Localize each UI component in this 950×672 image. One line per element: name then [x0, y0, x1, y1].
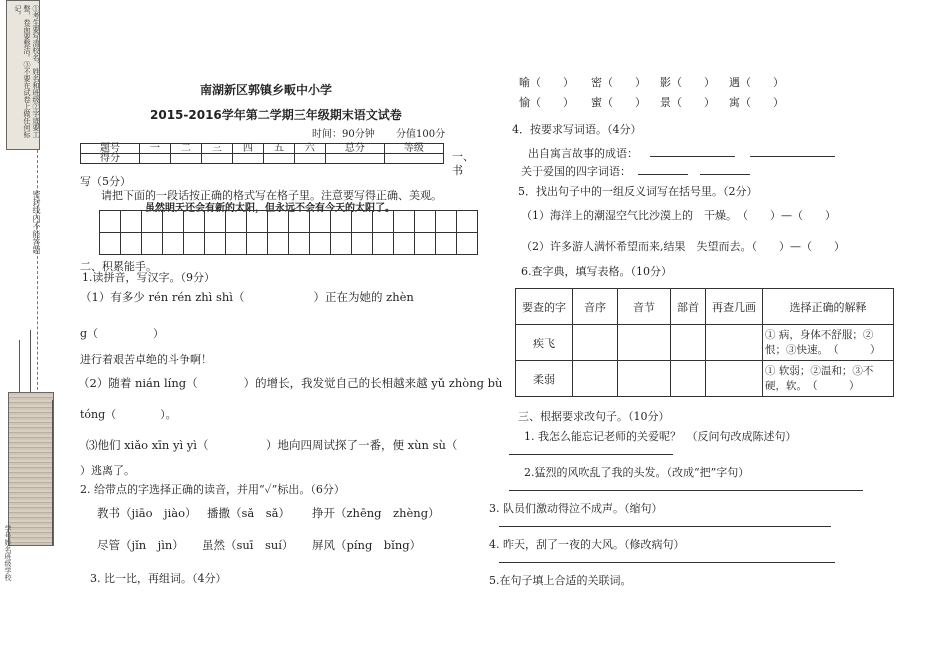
- dict-row: [516, 361, 894, 397]
- score-cell[interactable]: [325, 154, 384, 164]
- exam-time: 时间：90分钟: [312, 129, 375, 140]
- question-4-title: 4．按要求写词语。（4分）: [512, 123, 642, 136]
- answer-line[interactable]: [509, 454, 673, 455]
- section-1-heading: 一、书: [452, 150, 474, 177]
- pronunciation-choice[interactable]: 教书（jiāo jiào）: [97, 506, 197, 520]
- score-header-cell: 六: [294, 144, 325, 154]
- q5-sentence: （1）海洋上的潮湿空气比沙漠上的 干燥。 （ ）—（ ）: [521, 209, 836, 222]
- score-table: [80, 143, 444, 164]
- score-header-cell: 总分: [325, 144, 384, 154]
- seal-text: 密封线内不能答题: [32, 190, 41, 254]
- writing-grid[interactable]: [99, 210, 478, 255]
- fill-line: [19, 340, 20, 400]
- score-header-cell: 三: [201, 144, 232, 154]
- answer-line[interactable]: [509, 490, 863, 491]
- compare-word: 愉（ ）: [519, 96, 574, 109]
- dict-row: [516, 325, 894, 361]
- dict-word: 柔弱: [516, 361, 573, 397]
- answer-line[interactable]: [700, 174, 750, 175]
- dict-input-cell[interactable]: [671, 325, 706, 361]
- dict-word: 疾飞: [516, 325, 573, 361]
- pronunciation-choice[interactable]: 虽然（suī suí）: [202, 538, 294, 552]
- pronunciation-choice[interactable]: 播撒（sǎ sǎ）: [207, 506, 291, 520]
- score-header-cell: 题号: [81, 144, 140, 154]
- q1-line: tóng（ ）。: [80, 408, 177, 421]
- dict-header-cell: 音序: [573, 289, 618, 325]
- answer-line[interactable]: [499, 562, 835, 563]
- dict-header-cell: 音节: [618, 289, 671, 325]
- score-table-score-row: [81, 154, 444, 164]
- binding-texture: [8, 392, 54, 546]
- answer-line[interactable]: [499, 526, 831, 527]
- compare-word: 遇（ ）: [729, 76, 784, 89]
- pronunciation-choice[interactable]: 屏风（píng bǐng）: [312, 538, 422, 552]
- rewrite-question: 3. 队员们激动得泣不成声。（缩句）: [489, 502, 663, 515]
- fill-line: [30, 330, 31, 400]
- dict-input-cell[interactable]: [706, 325, 763, 361]
- q1-line: ⑶他们 xiǎo xīn yì yì（ ）地向四周试探了一番，便 xùn sù（: [86, 438, 458, 452]
- dict-input-cell[interactable]: [706, 361, 763, 397]
- score-cell[interactable]: [171, 154, 202, 164]
- rewrite-question: 1. 我怎么能忘记老师的关爱呢？ （反问句改成陈述句）: [524, 430, 797, 443]
- compare-word: 喻（ ）: [519, 76, 574, 89]
- score-header-cell: 一: [140, 144, 171, 154]
- pronunciation-choice[interactable]: 尽管（jǐn jìn）: [97, 538, 184, 552]
- score-cell[interactable]: [232, 154, 263, 164]
- score-cell[interactable]: [384, 154, 443, 164]
- q5-sentence: （2）许多游人满怀希望而来,结果 失望而去。（ ）—（ ）: [521, 240, 845, 253]
- rewrite-question: 5.在句子填上合适的关联词。: [489, 574, 632, 587]
- question-3-title: 3. 比一比，再组词。（4分）: [90, 572, 227, 585]
- grid-row: [100, 233, 478, 255]
- exam-notes-box: [6, 0, 40, 150]
- dict-input-cell[interactable]: [573, 361, 618, 397]
- score-header-cell: 四: [232, 144, 263, 154]
- section-3-heading: 三、根据要求改句子。（10分）: [518, 410, 670, 423]
- exam-total-score: 分值100分: [396, 129, 446, 140]
- dict-header-cell: 再查几画: [706, 289, 763, 325]
- dict-explanation[interactable]: ① 软弱；②温和；③不硬，软。 （ ）: [763, 361, 894, 397]
- exam-title: 2015-2016学年第二学期三年级期末语文试卷: [150, 108, 402, 122]
- dict-explanation[interactable]: ① 病，身体不舒服；②恨；③快速。 （ ）: [763, 325, 894, 361]
- school-name: 南湖新区郭镇乡畈中小学: [200, 83, 333, 97]
- question-2-title: 2. 给带点的字选择正确的读音，并用“✓”标出。（6分）: [80, 483, 345, 496]
- compare-word: 寓（ ）: [729, 96, 784, 109]
- dict-input-cell[interactable]: [671, 361, 706, 397]
- grid-row: [100, 211, 478, 233]
- section-2-heading: 二、积累能手。: [80, 260, 157, 273]
- score-header-cell: 等级: [384, 144, 443, 154]
- score-header-cell: 二: [171, 144, 202, 154]
- score-row-label: 得分: [81, 154, 140, 164]
- q1-line: g（ ）: [80, 327, 165, 340]
- dictionary-table: [515, 288, 894, 397]
- question-5-title: 5．找出句子中的一组反义词写在括号里。（2分）: [518, 185, 758, 198]
- q1-line: （1）有多少 rén rén zhì shì（ ）正在为她的 zhèn: [80, 290, 414, 304]
- q1-line: ）逃离了。: [80, 464, 135, 477]
- answer-line[interactable]: [638, 174, 688, 175]
- score-cell[interactable]: [140, 154, 171, 164]
- exam-notes: ①考生要写清校名、姓名和班级②字迹要工整，卷面要整洁。③不要在试卷上做任何标记。: [14, 5, 40, 138]
- compare-word: 景（ ）: [660, 96, 715, 109]
- question-1-title: 1.读拼音，写汉字。（9分）: [82, 271, 215, 284]
- score-table-header-row: [81, 144, 444, 154]
- score-cell[interactable]: [201, 154, 232, 164]
- dict-header-row: [516, 289, 894, 325]
- dict-input-cell[interactable]: [573, 325, 618, 361]
- section-1-instruction: 请把下面的一段话按正确的格式写在格子里。注意要写得正确、美观。: [101, 189, 442, 202]
- dict-input-cell[interactable]: [618, 325, 671, 361]
- score-header-cell: 五: [263, 144, 294, 154]
- score-cell[interactable]: [263, 154, 294, 164]
- score-cell[interactable]: [294, 154, 325, 164]
- seal-dashed-line: [37, 150, 38, 400]
- q4-patriotic-label: 关于爱国的四字词语：: [521, 165, 631, 178]
- answer-line[interactable]: [650, 156, 735, 157]
- question-6-title: 6.查字典，填写表格。（10分）: [521, 265, 672, 278]
- dict-header-cell: 要查的字: [516, 289, 573, 325]
- section-1-points: 写（5分）: [80, 175, 131, 188]
- binding-line: [52, 400, 53, 545]
- dict-input-cell[interactable]: [618, 361, 671, 397]
- compare-word: 密（ ）: [591, 76, 646, 89]
- rewrite-question: 2.猛烈的风吹乱了我的头发。（改成“把”字句）: [524, 466, 750, 479]
- q4-idiom-label: 出自寓言故事的成语：: [528, 147, 638, 160]
- compare-word: 蜜（ ）: [591, 96, 646, 109]
- copy-sentence: 虽然明天还会有新的太阳，但永远不会有今天的太阳了。: [145, 203, 395, 214]
- q1-line: 进行着艰苦卓绝的斗争啊！: [80, 353, 212, 366]
- student-info-labels: 学号姓名班级学校: [4, 525, 12, 581]
- answer-line[interactable]: [750, 156, 835, 157]
- dict-header-cell: 部首: [671, 289, 706, 325]
- pronunciation-choice[interactable]: 挣开（zhēng zhèng）: [312, 506, 440, 520]
- rewrite-question: 4. 昨天，刮了一夜的大风。（修改病句）: [489, 538, 685, 551]
- q1-line: （2）随着 nián líng（ ）的增长，我发觉自己的长相越来越 yǔ zhòng bù: [78, 376, 503, 390]
- compare-word: 影（ ）: [660, 76, 715, 89]
- dict-header-cell: 选择正确的解释: [763, 289, 894, 325]
